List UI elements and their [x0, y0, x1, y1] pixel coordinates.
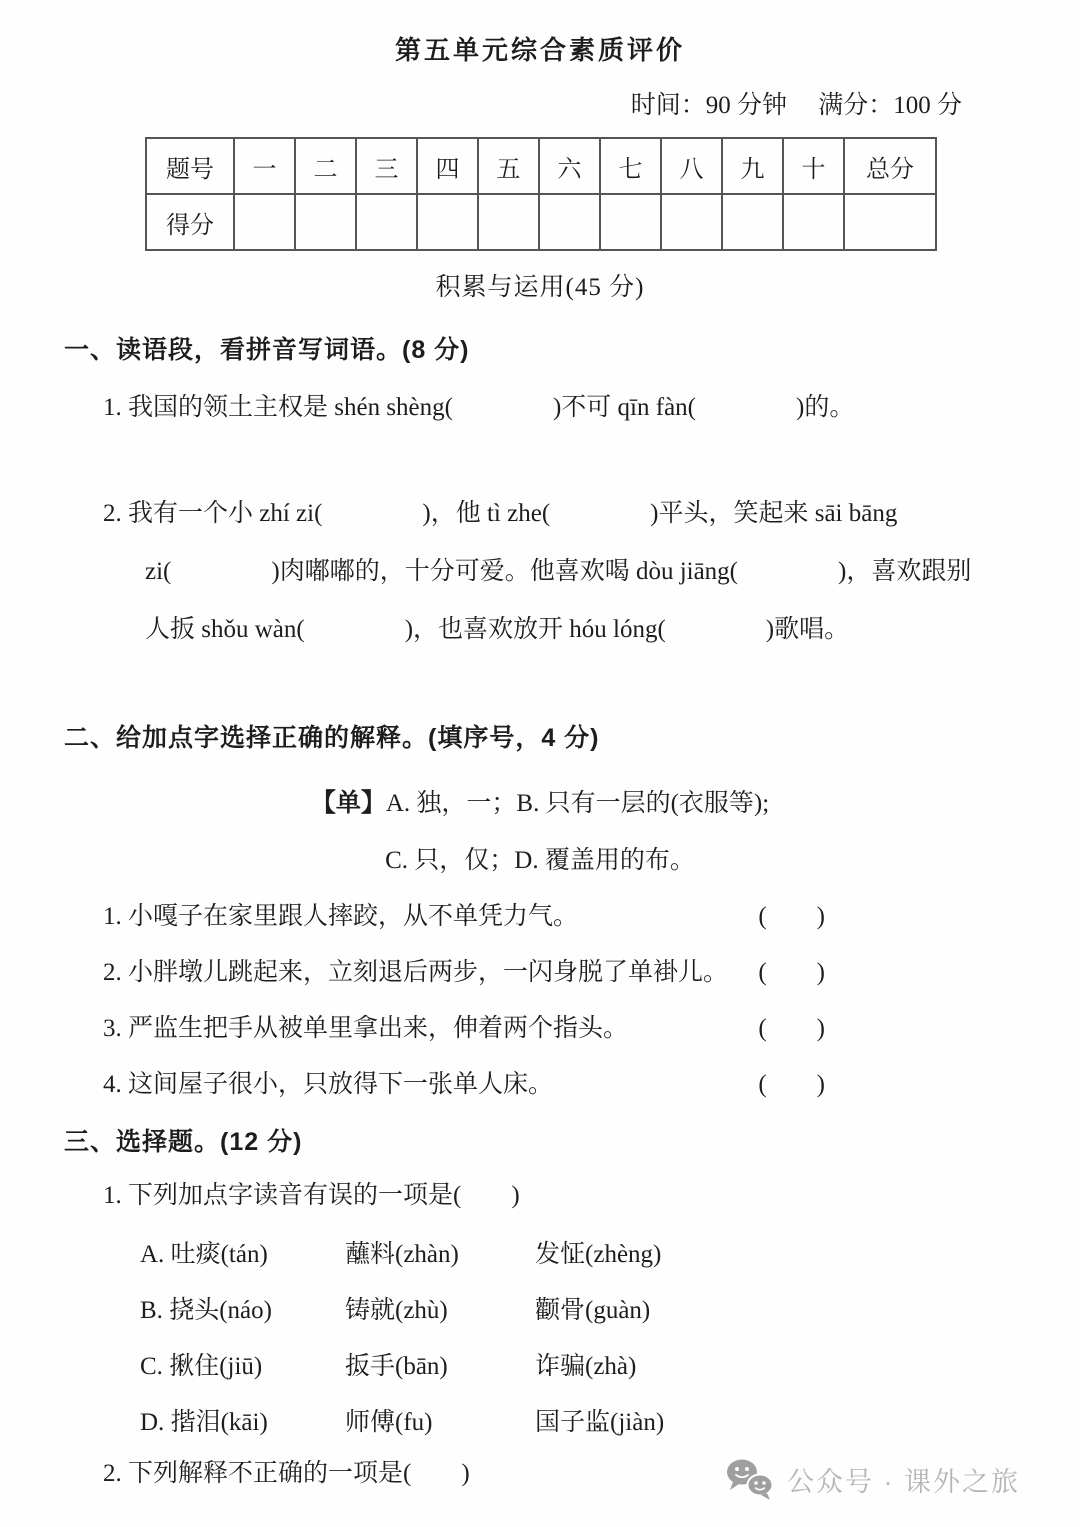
score-cell-empty: [844, 194, 936, 250]
score-table-header-cell: 八: [661, 138, 722, 194]
score-table: [145, 137, 937, 251]
score-table-header-row: [146, 138, 936, 194]
part2-item-1-text: 1. 小嘎子在家里跟人摔跤，从不单 •凭力气。: [103, 889, 578, 945]
score-table-header-cell: 题号: [146, 138, 234, 194]
option-row-b: [140, 1283, 1080, 1339]
watermark-text: 公众号 · 课外之旅: [787, 1466, 1020, 1497]
option-row-c: [140, 1339, 1080, 1395]
score-table-header-cell: 九: [722, 138, 783, 194]
part1-heading: 一、读语段，看拼音写词语。(8 分): [64, 336, 470, 364]
score-table-header-cell: 五: [478, 138, 539, 194]
part1-question-2-line2: zi( )肉嘟嘟的，十分可爱。他喜欢喝 dòu jiāng( )，喜欢跟别: [145, 558, 972, 585]
score-cell-empty: [600, 194, 661, 250]
option-b-word-2: 铸 •就(zhù): [345, 1283, 535, 1339]
option-a-word-1: A. 吐痰 •(tán): [140, 1227, 345, 1283]
option-d-word-1: D. 揩 •泪(kāi): [140, 1395, 345, 1451]
wechat-bubbles-icon: [723, 1457, 777, 1501]
score-table-header-cell: 总分: [844, 138, 936, 194]
part1-question-2-line1: 2. 我有一个小 zhí zi( )，他 tì zhe( )平头，笑起来 sāi bāng: [103, 500, 898, 527]
score-table-header-cell: 六: [539, 138, 600, 194]
part3-question-1-options: [140, 1227, 1080, 1451]
score-cell-empty: [722, 194, 783, 250]
score-table-header-cell: 三: [356, 138, 417, 194]
part2-item-2-text: 2. 小胖墩儿跳起来，立刻退后两步，一闪身脱了单 •褂儿。: [103, 945, 728, 1001]
option-b-word-3: 颧 •骨(guàn): [535, 1283, 1080, 1339]
option-b-word-1: B. 挠 •头(náo): [140, 1283, 345, 1339]
option-row-a: [140, 1227, 1080, 1283]
part2-heading: 二、给加点字选择正确的解释。(填序号，4 分): [64, 724, 600, 752]
part2-item-1: [103, 889, 825, 945]
score-table-header-cell: 一: [234, 138, 295, 194]
part1-question-2: [103, 485, 1080, 659]
score-row-label: 得分: [146, 194, 234, 250]
part2-item-3: [103, 1001, 825, 1057]
part2-item-3-text: 3. 严监生把手从被单 •里拿出来，伸着两个指头。: [103, 1001, 628, 1057]
score-cell-empty: [234, 194, 295, 250]
option-c-word-1: C. 揪 •住(jiū): [140, 1339, 345, 1395]
option-c-word-2: 扳 •手(bān): [345, 1339, 535, 1395]
part3-question-1: 1. 下列加点字读音有误的一项是( ): [103, 1182, 520, 1209]
part1-question-2-line3: 人扳 shǒu wàn( )，也喜欢放开 hóu lóng( )歌唱。: [145, 616, 850, 643]
option-a-word-2: 蘸 •料(zhàn): [345, 1227, 535, 1283]
option-row-d: [140, 1395, 1080, 1451]
part3-question-2: 2. 下列解释不正确的一项是( ): [103, 1460, 470, 1487]
score-table-header-cell: 七: [600, 138, 661, 194]
watermark: [723, 1457, 1020, 1501]
exam-time-score-line: 时间：90 分钟 满分：100 分: [630, 92, 962, 119]
part2-glossary-line1: 【单】A. 独，一；B. 只有一层的(衣服等);: [310, 789, 770, 817]
score-cell-empty: [539, 194, 600, 250]
option-a-word-3: 发怔 •(zhèng): [535, 1227, 1080, 1283]
part2-item-4-text: 4. 这间屋子很小，只放得下一张单 •人床。: [103, 1057, 553, 1113]
part2-item-1-answer-blank: ( ): [758, 903, 825, 930]
part2-item-2: [103, 945, 825, 1001]
score-cell-empty: [661, 194, 722, 250]
score-cell-empty: [783, 194, 844, 250]
part2-items: [103, 889, 825, 1113]
part2-item-4: [103, 1057, 825, 1113]
part2-item-4-answer-blank: ( ): [758, 1071, 825, 1098]
score-cell-empty: [356, 194, 417, 250]
score-table-header-cell: 四: [417, 138, 478, 194]
score-table-score-row: [146, 194, 936, 250]
part2-glossary-line2: C. 只，仅；D. 覆盖用的布。: [385, 847, 695, 874]
section-banner: 积累与运用(45 分): [435, 274, 645, 301]
part2-item-2-answer-blank: ( ): [758, 959, 825, 986]
score-cell-empty: [478, 194, 539, 250]
option-d-word-3: 国子监 •(jiàn): [535, 1395, 1080, 1451]
option-d-word-2: 师傅 •(fu): [345, 1395, 535, 1451]
part2-item-3-answer-blank: ( ): [758, 1015, 825, 1042]
option-c-word-3: 诈 •骗(zhà): [535, 1339, 1080, 1395]
score-cell-empty: [417, 194, 478, 250]
part1-question-1: 1. 我国的领土主权是 shén shèng( )不可 qīn fàn( )的。: [103, 394, 855, 421]
score-table-header-cell: 二: [295, 138, 356, 194]
score-cell-empty: [295, 194, 356, 250]
score-table-header-cell: 十: [783, 138, 844, 194]
page-title: 第五单元综合素质评价: [394, 35, 685, 65]
part3-heading: 三、选择题。(12 分): [64, 1128, 303, 1156]
